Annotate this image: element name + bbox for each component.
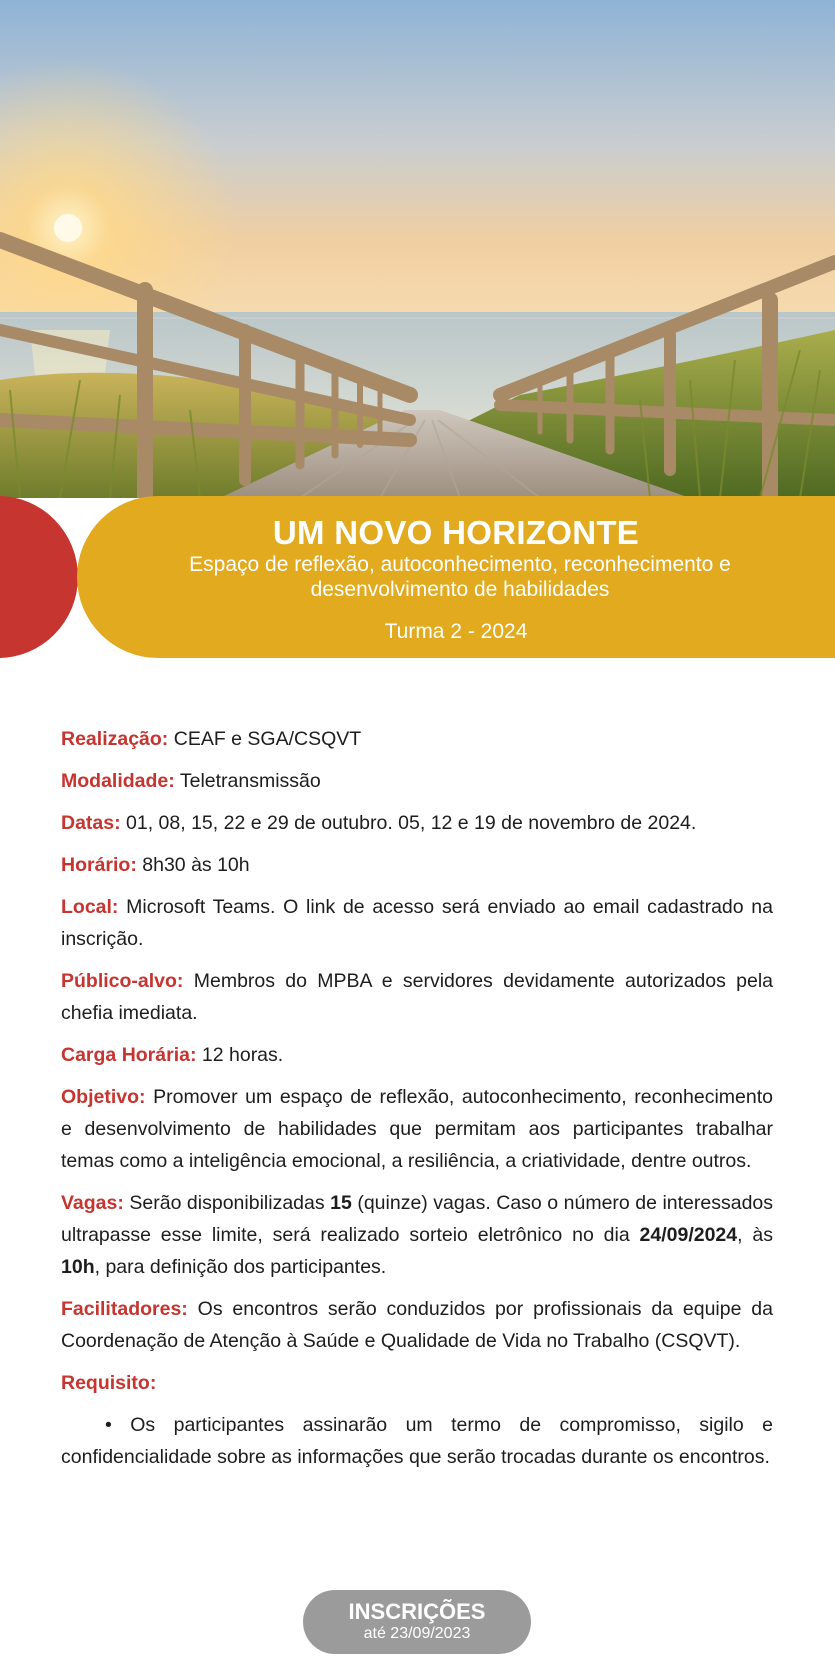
detail-local [61,891,773,955]
draw-date: 24/09/2024 [639,1224,738,1246]
detail-requisito [61,1367,773,1399]
class-label: Turma 2 - 2024 [384,620,528,643]
detail-modalidade [61,765,773,797]
detail-value: (quinze) vagas. Caso o número de interessados ultrapasse esse limite, será realizado sorteio eletrônico no dia [61,1192,774,1246]
detail-facilitadores [61,1293,773,1357]
detail-value: Promover um espaço de reflexão, autoconhecimento, reconhecimento e desenvolvimento de habilidades que permitam aos participantes trabalhar temas como a inteligência emocional, a resiliência, a criatividade, dentre outros. [61,1086,773,1172]
registration-button-title: INSCRIÇÕES [348,1599,486,1624]
detail-value: Serão disponibilizadas [129,1192,325,1214]
detail-label: Objetivo: [61,1086,146,1108]
hero-image [0,0,835,498]
detail-carga-horaria [61,1039,773,1071]
detail-value: 12 horas. [201,1044,284,1066]
registration-deadline: até 23/09/2023 [363,1625,471,1642]
detail-value: Microsoft Teams. O link de acesso será enviado ao email cadastrado na inscrição. [61,896,773,950]
detail-value: 8h30 às 10h [142,854,250,876]
detail-vagas [61,1187,773,1283]
detail-value: , às [737,1224,773,1246]
detail-value: Os encontros serão conduzidos por profissionais da equipe da Coordenação de Atenção à Saúde e Qualidade de Vida no Trabalho (CSQVT). [61,1298,773,1352]
course-details [61,723,773,1483]
detail-label: Modalidade: [61,770,175,792]
detail-value: Teletransmissão [179,770,321,792]
detail-value: 01, 08, 15, 22 e 29 de outubro. 05, 12 e 19 de novembro de 2024. [126,812,697,834]
requirement-item [61,1409,773,1473]
registration-button[interactable] [303,1590,531,1654]
detail-label: Horário: [61,854,137,876]
detail-value: Membros do MPBA e servidores devidamente autorizados pela chefia imediata. [61,970,774,1024]
detail-objetivo [61,1081,773,1177]
detail-label: Realização: [61,728,169,750]
detail-horario [61,849,773,881]
vacancy-count: 15 [330,1192,352,1214]
bullet-icon: • [105,1414,112,1436]
requirement-text: Os participantes assinarão um termo de compromisso, sigilo e confidencialidade sobre as informações que serão trocadas durante os encontros. [61,1414,774,1468]
detail-publico-alvo [61,965,773,1029]
draw-time: 10h [61,1256,95,1278]
detail-label: Local: [61,896,119,918]
detail-realizacao [61,723,773,755]
detail-label: Requisito: [61,1372,157,1394]
detail-label: Público-alvo: [61,970,184,992]
detail-label: Datas: [61,812,121,834]
detail-label: Carga Horária: [61,1044,197,1066]
detail-value: CEAF e SGA/CSQVT [173,728,362,750]
course-title: UM NOVO HORIZONTE [272,514,640,551]
detail-value: , para definição dos participantes. [94,1256,387,1278]
course-subtitle: Espaço de reflexão, autoconhecimento, reconhecimento e desenvolvimento de habilidades [189,553,731,601]
detail-datas [61,807,773,839]
detail-label: Facilitadores: [61,1298,188,1320]
decorative-red-circle [0,496,78,658]
detail-label: Vagas: [61,1192,124,1214]
